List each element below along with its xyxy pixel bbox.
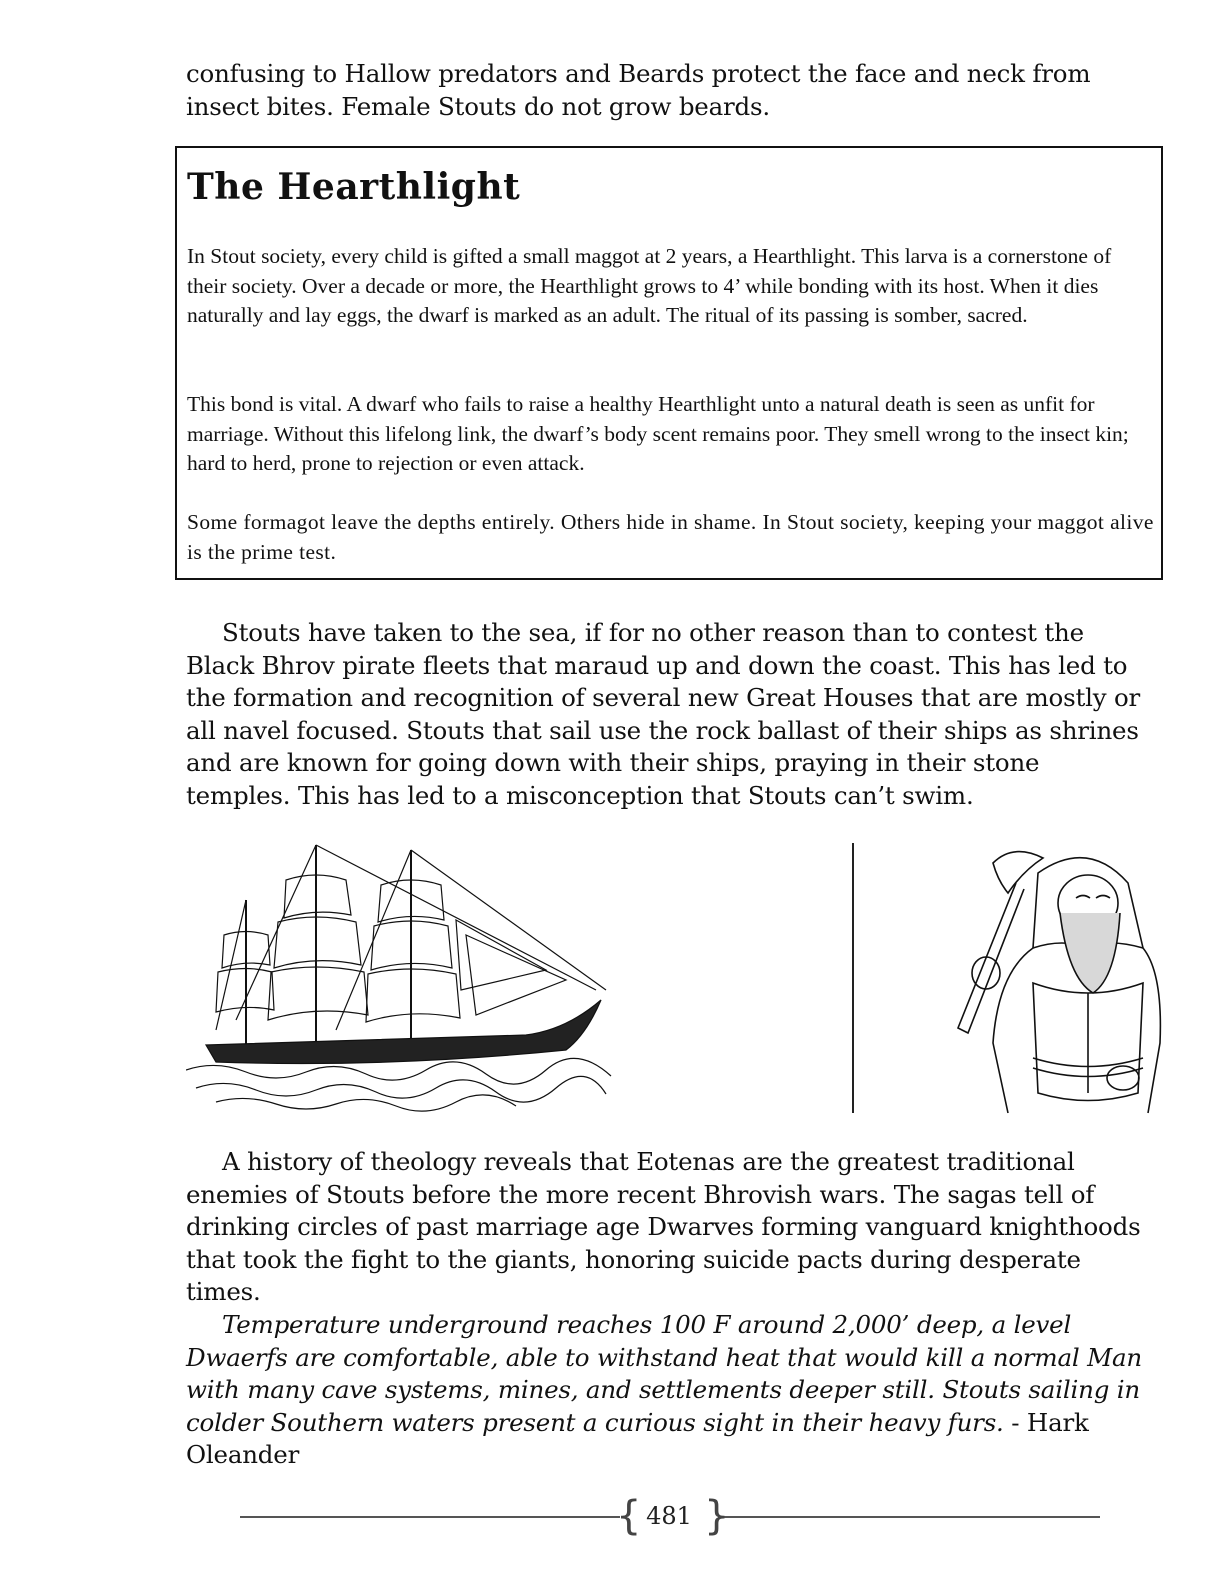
sea-paragraph: Stouts have taken to the sea, if for no other reason than to contest the Black Bhrov pirate fleets that maraud up and down the coast. This has led to the formation and recognition of several new Great Houses that are mostly or all navel focused. Stouts that sail use the rock ballast of their ships as shrines and are known for going down with their ships, praying in their stone temples. This has led to a misconception that Stouts can’t swim. — [186, 618, 1141, 810]
footer-rule-right — [718, 1516, 1100, 1518]
sidebar-paragraph-3: Some formagot leave the depths entirely. Others hide in shame. In Stout society, keeping your maggot alive is the prime test. — [187, 510, 1154, 564]
quote-attribution: - Hark Oleander — [186, 1407, 1089, 1469]
quote-paragraph — [186, 1309, 1146, 1472]
sidebar-paragraph-1: In Stout society, every child is gifted a small maggot at 2 years, a Hearthlight. This larva is a cornerstone of their society. Over a decade or more, the Hearthlight grows to 4’ while bonding with its host. When it dies naturally and lay eggs, the dwarf is marked as an adult. The ritual of its passing is somber, sacred. — [187, 244, 1112, 327]
theology-paragraph: A history of theology reveals that Eotenas are the greatest traditional enemies of Stouts before the more recent Bhrovish wars. The sagas tell of drinking circles of past marriage age Dwarves forming vanguard knighthoods that took the fight to the giants, honoring suicide pacts during desperate times. — [186, 1147, 1141, 1306]
hearthlight-sidebar — [175, 146, 1163, 580]
footer-bracket-left: { — [616, 1493, 642, 1539]
illustration-divider — [852, 843, 854, 1113]
footer-rule-left — [240, 1516, 620, 1518]
sidebar-title: The Hearthlight — [187, 166, 521, 208]
intro-paragraph: confusing to Hallow predators and Beards protect the face and neck from insect bites. Female Stouts do not grow beards. — [186, 59, 1091, 121]
page-number: 481 — [646, 1502, 692, 1530]
sailing-ship-illustration — [186, 840, 616, 1115]
quote-text: Temperature underground reaches 100 F around 2,000’ deep, a level Dwaerfs are comfortable, able to withstand heat that would kill a normal Man with many cave systems, mines, and settlements deeper still. Stouts sailing in colder Southern waters present a curious sight in their heavy furs. — [186, 1310, 1142, 1437]
sidebar-paragraph-2: This bond is vital. A dwarf who fails to raise a healthy Hearthlight unto a natural death is seen as unfit for marriage. Without this lifelong link, the dwarf’s body scent remains poor. They smell wrong to the insect kin; hard to herd, prone to rejection or even attack. — [187, 392, 1129, 475]
dwarf-with-axe-illustration — [938, 843, 1163, 1115]
footer-bracket-right: } — [704, 1493, 730, 1539]
